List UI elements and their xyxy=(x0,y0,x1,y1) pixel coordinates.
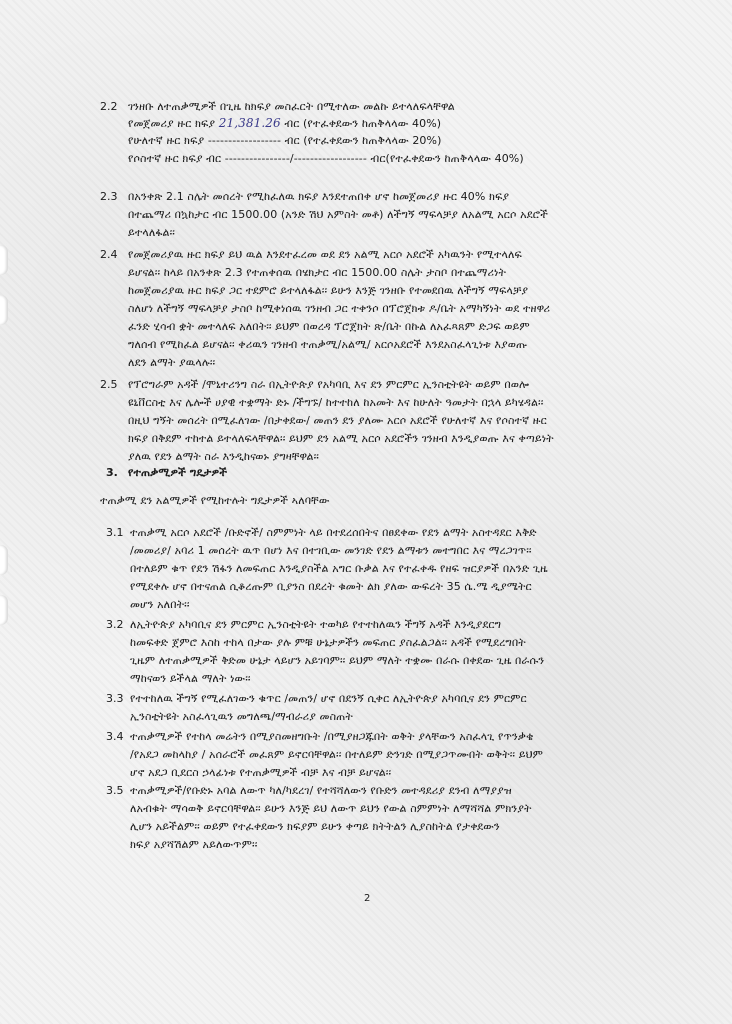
first-payment-label: የመጀመሪያ ዙር ክፍያ xyxy=(128,117,216,130)
paragraph-line: ይተላለፋል፡፡ xyxy=(128,226,175,239)
section-title: ገንዘቡ ለተጠቃሚዎች በጊዜ ከክፍያ መስፈርት በሚተለው መልኩ ይተላለፍላቸዋል xyxy=(128,100,455,113)
paragraph-line: ከመፍቀድ ጀምሮ እስከ ተከላ በታው ያሉ ምቹ ሁኔታዎችን መፍጠር ያስፈልጋል፡፡ አዳች የሚደረግበት xyxy=(130,636,526,649)
third-payment-line: የሶስተኛ ዙር ክፍያ ብር ----------------/------------------ ብር(የተፈቀደውን ከጠቅላላው 40%) xyxy=(128,152,524,165)
punch-hole xyxy=(0,295,8,325)
page-number: 2 xyxy=(364,893,371,904)
paragraph-line: /የአደጋ መከላከያ / አሰራሮች መፈጸም ይኖርባቸዋል፡፡ በተለይም ድንገድ በሚያጋጥሙበት ወቅት፡፡ ይህም xyxy=(130,748,544,761)
punch-hole xyxy=(0,545,8,575)
punch-hole xyxy=(0,245,8,275)
item-number: 3.4 xyxy=(106,730,124,743)
paragraph-line: ለአብቁት ማሳወቅ ይኖርባቸዋል፡፡ ይሁን እንጅ ይህ ለውጥ ይህን የውል ስምምነት ለማሻሻል ምክንያት xyxy=(130,802,532,815)
paragraph-line: ተጠቃሚዎች የተከላ መሬትን በሚያስመዘግቡት /በሚያዘጋጁበት ወቅት ያላቸውን አስፈላጊ የጥንቃቄ xyxy=(130,730,534,743)
first-payment-line xyxy=(128,116,588,131)
section-number: 2.4 xyxy=(100,248,118,261)
paragraph-line: ኢንስቲትዩት አስፈላጊዉን መግለጫ/ማብራሪያ መስጠት xyxy=(130,710,353,723)
paragraph-line: ሊሆን አይችልም፡፡ ወይም የተፈቀደውን ክፍያም ይሁን ቀጣይ ክትትልን ሊያስከትል የታቀደውን xyxy=(130,820,500,833)
paragraph-line: በተጨማሪ በኳከታር ብር 1500.00 (አንድ ሽህ አምስት መቶ) ለችግኝ ማፍላቻያ ለአልሚ አርሶ አደሮች xyxy=(128,208,549,221)
section-title: የተጠቃሚዎች ግዴታዎች xyxy=(128,466,228,479)
paragraph-line: በተለይም ቁጥ የደን ሽፋን ለመፍጠር እንዲያስችል አግር ቡቃል እና የተፈቀዱ የዘፍ ዝርያዎች በአንድ ጊዜ xyxy=(130,562,548,575)
first-payment-suffix: ብር (የተፈቀደውን ከጠቅላላው 40%) xyxy=(284,117,442,130)
item-number: 3.1 xyxy=(106,526,124,539)
paragraph-line: ከመጀመሪያዉ ዙር ክፍያ ጋር ተደምሮ ይተላለፋል፡፡ ይሁን እንጅ ገንዘቡ የተመደበዉ ለችግኝ ማፍላቻያ xyxy=(128,284,529,297)
paragraph-line: ግለሰብ የሚከፈል ይሆናል፡፡ ቀሪዉን ገንዘብ ተጠቃሚ/አልሚ/ አርሶአደሮች እንደአስፈላጊነቱ እያወጡ xyxy=(128,338,528,351)
paragraph-line: ለደን ልማት ያዉላሉ፡፡ xyxy=(128,356,216,369)
paragraph-line: ሆኖ አደጋ ቢደርስ ኃላፊነቱ የተጠቃሚዎች ብቻ እና ብቻ ይሆናል፡፡ xyxy=(130,766,392,779)
punch-hole xyxy=(0,595,8,625)
paragraph-line: ለኢትዮጵያ አካባቢና ደን ምርምር ኢንስቲትዩት ተወካይ የተተከለዉን ችግኝ አዳች እንዲያደርግ xyxy=(130,618,502,631)
paragraph-line: መሆን አለበት፡፡ xyxy=(130,598,190,611)
section-number: 2.5 xyxy=(100,378,118,391)
section-number: 3. xyxy=(106,466,118,479)
paragraph-line: ጊዜም ለተጠቃሚዎች ቅድመ ሁኔታ ላይሆን አይገባም፡፡ ይህም ማለት ተቋሙ በራሱ በቀደው ጊዜ በራሱን xyxy=(130,654,545,667)
paragraph-line: /መመሪያ/ አባሪ 1 መሰረት ዉጥ በሆነ እና በተገቢው መንገድ የደን ልማቱን መተግበር እና ማረጋገጥ፡፡ xyxy=(130,544,532,557)
section-intro: ተጠቃሚ ደን አልሚዎች የሚከተሉት ግዴታዎች ኣለባቸው xyxy=(100,494,330,507)
section-number: 2.3 xyxy=(100,190,118,203)
item-number: 3.2 xyxy=(106,618,124,631)
paragraph-line: ማከናወን ይችላል ማለት ነው፡፡ xyxy=(130,672,251,685)
item-number: 3.5 xyxy=(106,784,124,797)
paragraph-line: ተጠቃሚዎች/የቡድኑ አባል ለውጥ ካለ/ካደረገ/ የተሻሻለውን የቡድን መተዳደሪያ ደንብ ለማያያዝ xyxy=(130,784,512,797)
paragraph-line: ክፍያ አያሻሽልም አይለውጥም፡፡ xyxy=(130,838,258,851)
item-number: 3.3 xyxy=(106,692,124,705)
paragraph-line: ክፍያ በቅደም ተከተል ይተላለፍላቸዋል፡፡ ይህም ደን አልሚ አርሶ አደሮችን ገንዘብ እንዲያወጡ እና ቀጣይነት xyxy=(128,432,554,445)
paragraph-line: በአንቀጽ 2.1 ስሌት መሰረት የሚከፈለዉ ክፍያ እንደተጠበቀ ሆኖ ከመጀመሪያ ዙር 40% ክፍያ xyxy=(128,190,510,203)
paragraph-line: በዚህ ግኝት መሰረት በሚፈለገው /በታቀደው/ መጠን ደን ያለሙ አርሶ አደሮች የሁለተኛ እና የሶስተኛ ዙር xyxy=(128,414,547,427)
second-payment-line: የሁለተኛ ዙር ክፍያ ------------------ ብር (የተፈቀደውን ከጠቅላላው 20%) xyxy=(128,134,442,147)
paragraph-line: የመጀመሪያዉ ዙር ክፍያ ይህ ዉል እንደተፈረመ ወደ ደን አልሚ አርሶ አደሮች አካዉንት የሚተላለፍ xyxy=(128,248,522,261)
paragraph-line: የተተከለዉ ችግኝ የሚፈለገውን ቁጥር /መጠን/ ሆኖ በደንኝ ሲቀር ለኢትዮጵያ አካባቢና ደን ምርምር xyxy=(130,692,527,705)
paragraph-line: ፈንድ ሂሳብ ቋት መተላለፍ አለበት፡፡ ይህም በወረዳ ፕሮጀክት ጽ/ቤት በኩል ለአፈጻጸም ድጋፍ ወይም xyxy=(128,320,530,333)
paragraph-line: ያለዉ የደን ልማት ስራ እንዲከናወኑ ያግዛቸዋል፡፡ xyxy=(128,450,319,463)
paragraph-line: ስለሆነ ለችግኝ ማፍላቻያ ታስቦ ከሚቀነሰዉ ገንዘብ ጋር ተቀንሶ በፕሮጀክቱ ዶ/ቤት አማካኝነት ወደ ተዘዋሪ xyxy=(128,302,551,315)
section-number: 2.2 xyxy=(100,100,118,113)
paragraph-line: የሚደቀሉ ሆኖ በተናጠል ሲቆረጡም ቢያንስ በደረት ቁመት ልክ ያለው ውፍረት 35 ሴ.ሜ ዲያሜትር xyxy=(130,580,532,593)
paragraph-line: ተጠቃሚ አርሶ አደሮች /ቡድኖች/ ስምምነት ላይ በተደረሰበትና በፀደቀው የደን ልማት አስተዳደር እቅድ xyxy=(130,526,537,539)
paragraph-line: የፕሮግራም አዳች /ሞኒተሪንግ ስራ በኢትዮጵያ የአካባቢ እና ደን ምርምር ኢንስቲትዩት ወይም በወሎ xyxy=(128,378,530,391)
first-payment-handwritten-amount: 21,381.26 xyxy=(218,116,281,130)
paragraph-line: ይሆናል፡፡ ከላይ በአንቀጽ 2.3 የተጠቀሰዉ በሄክታር ብር 1500.00 ስሌት ታስቦ በተጨማሪነት xyxy=(128,266,507,279)
paragraph-line: ዩኒቨርስቲ እና ሌሎች ሀያዊ ተቋማት ድኑ /ችግኙ/ ከተተከለ ከአመት እና ከሁለት ዓመታት በኋላ ይካሄዳል፡፡ xyxy=(128,396,544,409)
